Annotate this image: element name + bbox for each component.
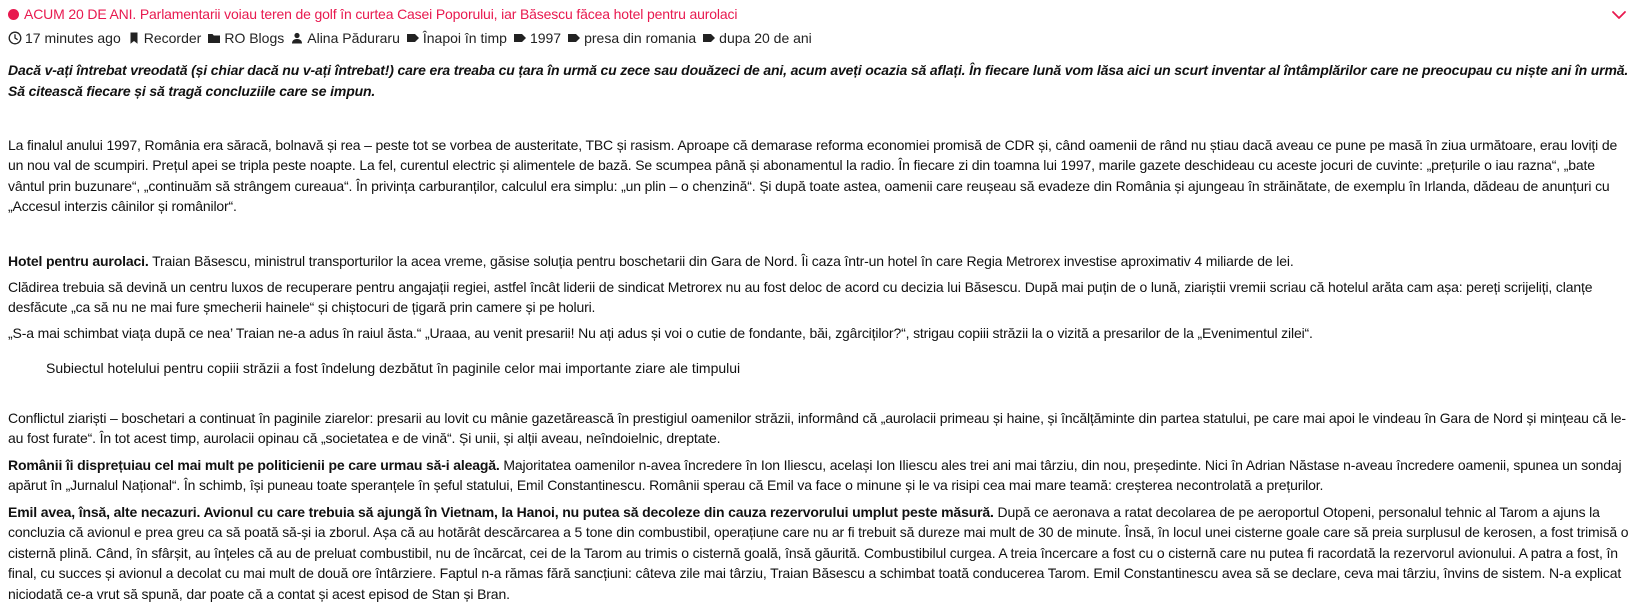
tag-icon [406, 31, 420, 45]
tag-icon [513, 31, 527, 45]
paragraph-lead: Hotel pentru aurolaci. [8, 253, 149, 269]
tag-icon [567, 31, 581, 45]
article-paragraph: La finalul anului 1997, România era săracă, bolnavă și rea – peste tot se vorbea de austeritate, TBC și rasism. Aproape că demarase reforma economiei promisă de CDR și, când oamenii de rând nu știau dacă aveau ce pune pe masă în ziua următoare, erau loviți de un nou val de scumpiri. Prețul apei se tripla peste noapte. La fel, curentul electric și alimentele de bază. Se scumpea până și abonamentul la radio. În fiecare zi din toamna lui 1997, marile gazete deschideau cu aceste jocuri de cuvinte: „prețurile o iau razna“, „bate vântul prin buzunare“, „continuăm să strângem cureaua“. În privința carburanților, calculul era simplu: „un plin – o chenzină“. Și după toate astea, oamenii care reușeau să evadeze din România și ajungeau în străinătate, de exemplu în Irlanda, dădeau de anunțuri cu „Accesul interzis câinilor și românilor“. [8, 137, 1618, 215]
author-label[interactable]: Alina Păduraru [307, 30, 400, 46]
tag-item[interactable] [406, 30, 507, 46]
paragraph-lead: Românii îi disprețuiau cel mai mult pe politicienii pe care urmau să-i aleagă. [8, 457, 500, 473]
meta-time [8, 30, 121, 46]
article-paragraph [8, 502, 1630, 604]
article-intro: Dacă v-ați întrebat vreodată (și chiar dacă nu v-ați întrebat!) care era treaba cu țara în urmă cu zece sau douăzeci de ani, acum aveți ocazia să aflați. În fiecare lună vom lăsa aici un scurt inventar al întâmplărilor care ne preocupau cu niște ani în urmă. Să citească fiecare și să tragă concluziile care se impun. [8, 62, 1629, 99]
paragraph-text: Majoritatea oamenilor n-avea încredere în Ion Iliescu, același Ion Iliescu ales trei ani mai târziu, din nou, președinte. Nici în Adrian Năstase n-aveau încredere oamenii, spunea un sondaj apărut în „Jurnalul Național“. În schimb, își puneau toate speranțele în șeful statului, Emil Constantinescu. Românii sperau că Emil va face o minune și le va risipi cea mai mare teamă: creșterea necontrolată a prețurilor. [8, 457, 1622, 494]
article-title-link[interactable]: ACUM 20 DE ANI. Parlamentarii voiau teren de golf în curtea Casei Poporului, iar Băsescu făcea hotel pentru aurolaci [24, 6, 738, 22]
tag-icon [702, 31, 716, 45]
tag-label[interactable]: dupa 20 de ani [719, 30, 812, 46]
meta-source[interactable] [127, 30, 202, 46]
paragraph-text: După ce aeronava a ratat decolarea de pe aeroportul Otopeni, personalul tehnic al Tarom a ajuns la concluzia că avionul e prea greu ca să poată să-și ia zborul. Așa că au hotărât descărcarea a 5 tone din combustibil, operațiune care nu ar fi trebuit să dureze mai mult de 30 de minute. Însă, în locul unei cisterne goale care să preia surplusul de kerosen, a fost trimisă o cisternă plină. Când, în sfârșit, au înțeles că au de preluat combustibil, nu de încărcat, cei de la Tarom au trimis o cisternă goală, însă găurită. Combustibilul curgea. A treia încercare a fost cu o cisternă care nu putea fi racordată la rezervorul avionului. A patra a fost, în final, cu succes și avionul a decolat cu mai mult de două ore întârziere. Faptul n-a rămas fără sancțiuni: câteva zile mai târziu, Traian Băsescu a schimbat toată conducerea Tarom. Emil Constantinescu avea să se declare, ceva mai târziu, învins de sistem. N-a explicat niciodată ce-a vrut să spună, dar poate că a contat și acest episod de Stan și Bran. [8, 504, 1629, 602]
tag-label[interactable]: presa din romania [584, 30, 697, 46]
article-meta [8, 28, 818, 48]
paragraph-lead: Emil avea, însă, alte necazuri. Avionul cu care trebuia să ajungă în Vietnam, la Hanoi, nu putea să decoleze din cauza rezervorului umplut peste măsură. [8, 504, 994, 520]
unread-dot-icon [8, 9, 19, 20]
bookmark-icon [127, 31, 141, 45]
meta-author[interactable] [290, 30, 400, 46]
chevron-down-icon[interactable] [1610, 6, 1628, 24]
folder-icon [207, 31, 221, 45]
category-label[interactable]: RO Blogs [224, 30, 285, 46]
tag-item[interactable] [513, 30, 561, 46]
user-icon [290, 31, 304, 45]
tag-label[interactable]: Înapoi în timp [422, 30, 507, 46]
source-label[interactable]: Recorder [143, 30, 202, 46]
article-header [8, 4, 1628, 24]
article-paragraph: Conflictul ziariști – boschetari a continuat în paginile ziarelor: presarii au lovit cu mânie gazetărească în prestigiul oamenilor străzii, informând că „aurolacii primeau și haine, și încălțăminte din partea statului, pe care mai apoi le vindeau în Gara de Nord și mințeau că le-au fost furate“. În tot acest timp, aurolacii opinau că „societatea e de vină“. Și unii, și alții aveau, neîndoielnic, dreptate. [8, 410, 1626, 447]
tag-label[interactable]: 1997 [529, 30, 562, 46]
article-paragraph [8, 455, 1630, 496]
paragraph-text: Traian Băsescu, ministrul transporturilor la acea vreme, găsise soluția pentru boschetarii din Gara de Nord. Îi caza într-un hotel în care Regia Metrorex investise aproximativ 4 miliarde de lei. [148, 253, 1294, 269]
article-paragraph [8, 251, 1630, 271]
meta-category[interactable] [207, 30, 284, 46]
tag-item[interactable] [567, 30, 696, 46]
article-paragraph: Clădirea trebuia să devină un centru luxos de recuperare pentru angajații regiei, astfel încât liderii de sindicat Metrorex nu au fost deloc de acord cu decizia lui Băsescu. După mai puțin de o lună, ziariștii vremii scriau că hotelul arăta cam așa: pereți scrijeliți, clanțe desfăcute „ca să nu ne mai fure șmecherii hainele“ și chiștocuri de țigară prin camere și pe holuri. [8, 279, 1593, 316]
article-paragraph: „S-a mai schimbat viața după ce nea’ Traian ne-a adus în raiul ăsta.“ „Uraaa, au venit presarii! Nu ați adus și voi o cutie de fondante, băi, zgârciților?“, strigau copiii străzii la o vizită a presarilor de la „Evenimentul zilei“. [8, 325, 1313, 341]
clock-icon [8, 31, 22, 45]
time-label: 17 minutes ago [25, 30, 121, 46]
image-caption: Subiectul hotelului pentru copiii străzii a fost îndelung dezbătut în paginile celor mai importante ziare ale timpului [46, 360, 741, 376]
tag-item[interactable] [702, 30, 812, 46]
